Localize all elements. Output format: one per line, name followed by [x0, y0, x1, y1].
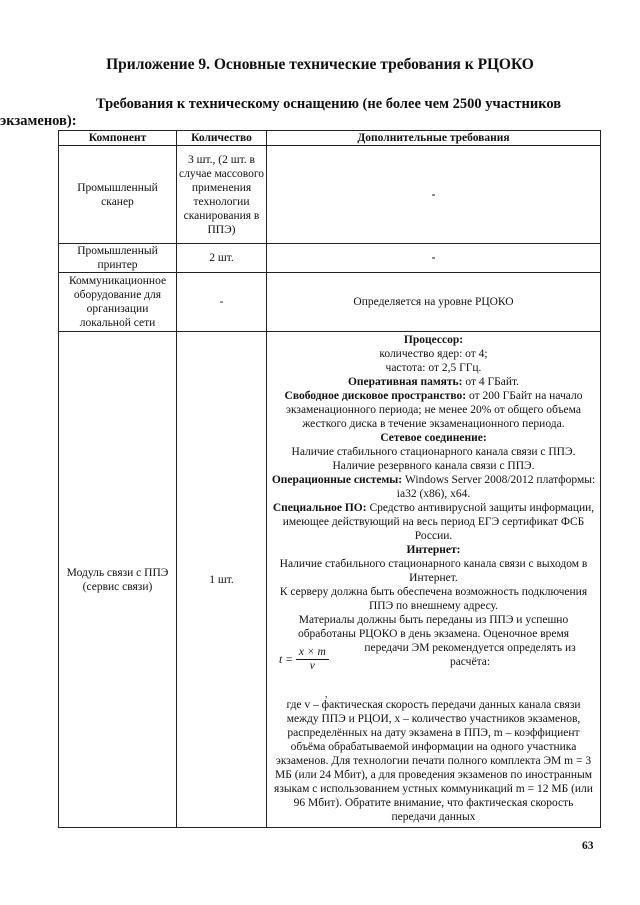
formula-denominator: v	[309, 660, 315, 672]
cpu-heading: Процессор:	[403, 334, 464, 346]
network-primary: Наличие стабильного стационарного канала связи с ППЭ.	[291, 446, 576, 458]
cell-quantity: 3 шт., (2 шт. в случае массового применения технологии сканирования в ППЭ)	[177, 146, 267, 244]
disk-value: от 200 ГБайт на начало экзаменационного периода; не менее 20% от общего объема жесткого диска в течение экзаменационного периода.	[286, 390, 583, 430]
os-value: Windows Server 2008/2012 платформы: ia32 (x86), x64.	[396, 474, 596, 500]
network-backup: Наличие резервного канала связи с ППЭ.	[332, 460, 535, 472]
cpu-cores: количество ядер: от 4;	[379, 348, 488, 360]
cell-quantity: -	[177, 273, 267, 332]
header-quantity: Количество	[177, 131, 267, 146]
cell-requirements: Определяется на уровне РЦОКО	[267, 273, 601, 332]
formula-mark: ,	[325, 689, 328, 700]
cell-quantity: 1 шт.	[177, 332, 267, 828]
internet-line-1: Наличие стабильного стационарного канала связи с выходом в Интернет.	[279, 558, 588, 584]
cell-requirements: -	[267, 146, 601, 244]
page-title: Приложение 9. Основные технические требования к РЦОКО	[106, 56, 534, 73]
table-row	[59, 273, 601, 332]
formula-explanation: где v – фактическая скорость передачи данных канала связи между ППЭ и РЦОИ, x – количество участников экзаменов, распределённых на дату экзамена в ППЭ, m – коэффициент объёма обрабатываемой информации на одного участника экзаменов. Для технологии печати полного комплекта ЭМ m = 3 МБ (или 24 Мбит), а для проведения экзаменов по иностранным языкам с использованием устных коммуникаций m = 12 МБ (или 96 Мбит). Обратите внимание, что фактическая скорость передачи данных	[274, 699, 593, 823]
internet-line-2: К серверу должна быть обеспечена возможность подключения ППЭ по внешнему адресу.	[279, 586, 588, 612]
table-row	[59, 146, 601, 244]
requirements-table	[58, 130, 601, 828]
cell-component: Промышленный принтер	[59, 244, 177, 273]
table-row	[59, 244, 601, 273]
cell-module-requirements	[267, 332, 601, 828]
header-requirements: Дополнительные требования	[267, 131, 601, 146]
cpu-frequency: частота: от 2,5 ГГц.	[385, 362, 482, 374]
formula-lhs: t =	[279, 653, 293, 666]
table-row	[59, 332, 601, 828]
formula-fraction	[296, 646, 329, 673]
page-number: 63	[582, 840, 594, 852]
cell-component: Модуль связи с ППЭ (сервис связи)	[59, 332, 177, 828]
cell-component: Коммуникационное оборудование для организации локальной сети	[59, 273, 177, 332]
formula-caption: передачи ЭМ рекомендуется определять из расчёта:	[364, 642, 576, 668]
software-value: Средство антивирусной защиты информации, имеющее действующий на весь период ЕГЭ сертификат ФСБ России.	[282, 502, 595, 542]
transfer-time-formula	[279, 646, 329, 673]
table-header-row	[59, 131, 601, 146]
ram-value: от 4 ГБайт.	[462, 376, 520, 388]
section-subtitle	[0, 96, 572, 130]
os-label: Операционные системы:	[271, 474, 403, 486]
software-label: Специальное ПО:	[272, 502, 367, 514]
formula-block	[271, 642, 596, 700]
internet-heading: Интернет:	[406, 544, 461, 556]
disk-label: Свободное дисковое пространство:	[284, 390, 467, 402]
cell-component: Промышленный сканер	[59, 146, 177, 244]
formula-numerator: x × m	[296, 646, 329, 660]
header-component: Компонент	[59, 131, 177, 146]
subtitle-line-1: Требования к техническому оснащению (не более чем 2500 участников	[96, 96, 562, 112]
ram-label: Оперативная память:	[347, 376, 463, 388]
network-heading: Сетевое соединение:	[380, 432, 487, 444]
cell-requirements: -	[267, 244, 601, 273]
subtitle-line-2: экзаменов):	[0, 113, 77, 129]
internet-line-3: Материалы должны быть переданы из ППЭ и успешно обработаны РЦОКО в день экзамена. Оценочное время	[297, 614, 570, 640]
cell-quantity: 2 шт.	[177, 244, 267, 273]
